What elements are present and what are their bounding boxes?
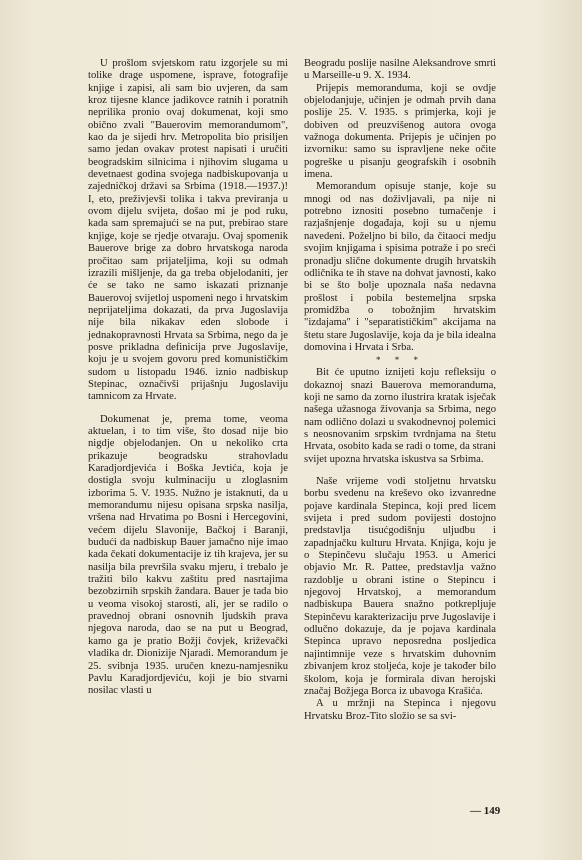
paragraph: A u mržnji na Stepinca i njegovu Hrvatsku Broz-Tito složio se sa svi-: [304, 698, 496, 722]
paragraph: Prijepis memoranduma, koji se ovdje objelodanjuje, učinjen je odmah prvih dana poslije 25. V. 1935. s primjerka, koji je dobiven od preuzvišenog autora ovoga važnoga dokumenta. Prijepis je učinjen po izvorniku: samo su ispravljene neke očite pogreške u pisanju geografskih i osobnih imena.: [304, 82, 496, 181]
paragraph: Beogradu poslije nasilne Aleksandrove smrti u Marseille-u 9. X. 1934.: [304, 58, 496, 82]
paragraph: Naše vrijeme vodi stoljetnu hrvatsku borbu svedenu na kreševo oko izvanredne pojave kardinala Stepinca, koji pred licem svijeta i pred sudom povijesti dostojno predstavlja tisućgodišnju uljudbu i zapadnjačku kulturu Hrvata. Knjiga, koju je o Stepinčevu slučaju 1953. u Americi objavio Mr. R. Pattee, predstavlja važno razdoblje u obrani istine o Stepincu i njegovoj Hrvatskoj, a memorandum nadbiskupa Bauera snažno potkrepljuje Stepinčevu karakterizaciju prve Jugoslavije i odlučno dokazuje, da je pojava kardinala Stepinca upravo neposredna posljedica najintimnije veze s hrvatskim duhovnim zbivanjem kroz stoljeća, koje je također bilo školom, koja je formirala divan herojski značaj Božjega Borca iz ubavoga Krašića.: [304, 476, 496, 697]
paragraph: Dokumenat je, prema tome, veoma aktuelan, i to tim više, što dosad nije bio nigdje objelodanjen. On u nekoliko crta prikazuje beogradsku strahovladu Karadjordjevića i Boška Jevtića, koja je dostigla svoju kulminaciju u zloglasnim izborima 5. V. 1935. Nužno je istaknuti, da u memorandumu nijesu opisana srpska nasilja, vršena nad Hrvatima po Bosni i Hercegovini, većem dijelu Slavonije, Bačkoj i Baranji, budući da nadbiskup Bauer jamačno nije imao kada čekati dokumentacije iz tih krajeva, jer su nasilja bila prevršila svaku mjeru, i trebalo je tražiti bilo kakvu zaštitu pred nasrtajima bezobzirnih srpskih žandara. Bauer je tada bio u veoma visokoj starosti, ali, jer se radilo o pravednoj obrani osnovnih ljudskih prava njegova naroda, dao se na put u Beograd, kamo ga je pratio Božji čovjek, križevački vladika dr. Dionizije Njaradi. Memorandum je 25. svibnja 1935. uručen knezu-namjesniku Pavlu Karadjordjeviću, koji je bio stvarni nosilac vlasti u: [88, 413, 288, 697]
right-column: [304, 58, 496, 723]
page-number: — 149: [470, 805, 501, 817]
paragraph: Bit će uputno iznijeti koju refleksiju o dokaznoj snazi Bauerova memoranduma, koji ne samo da zorno ilustrira kratak isječak našega užasnoga živovanja sa Srbima, nego nam odlično dolazi u svakodnevnoj polemici s neosnovanim srpskim tvrdnjama na štetu Hrvata, osobito kada se radi o tome, da strani svijet upozna hrvatska iskustva sa Srbima.: [304, 367, 496, 465]
left-column: [88, 58, 288, 698]
paragraph: U prošlom svjetskom ratu izgorjele su mi tolike drage uspomene, isprave, fotografije knjige i zapisi, ali sam bio uvjeren, da sam kroz tijesne klance jadikovce ratnih i poratnih neprilika pronio ovaj dokumenat, koji smo obično zvali "Bauerovim memorandumom", kao da je sijedi hrv. Metropolita bio prisiljen samo jedan ovakav protest napisati i uručiti beogradskim silnicima i njihovim slugama u devetnaest godina svojega nadbiskupovanja u zajedničkoj državi sa Srbima (1918.—1937.)! I, eto, preživjevši tolika i takva previranja u ovom dijelu svijeta, došao mi je pod ruku, kada sam spremajući se na put, prebirao stare knjige, koje se rjedje otvaraju. Ovaj spomenik Bauerove brige za dobro hrvatskoga naroda pročitao sam prijateljima, koji su odmah izrazili mišljenje, da ga treba objelodaniti, jer će se tako ne samo iskazati priznanje Bauerovoj svijetloj uspomeni nego i hrvatskim neprijateljima dokazati, da prva Jugoslavija nije bila nikakav eden slobode i jednakopravnosti Hrvata sa Srbima, nego da je posve prikladna definicija prve Jugoslavije, koju je u svojem govoru pred komunističkim sudom u listopadu 1946. iznio nadbiskup Stepinac, označivši prijašnju Jugoslaviju tamnicom za Hrvate.: [88, 58, 288, 403]
paragraph: Memorandum opisuje stanje, koje su mnogi od nas doživljavali, pa nije ni potrebno iznositi posebno tumačenje i razjašnjenje događaja, koji su u njemu navedeni. Poželjno bi bilo, da čitaoci medju svojim knjigama i spisima potraže i po sreći pronadju slične dokumente drugih hrvatskih odličnika te ih stave na dohvat javnosti, kako bi se što bolje upoznala naša nedavna prošlost i pobila bestemeljna srpska promidžba o tobožnjim hrvatskim "izdajama" i "separatističkim" akcijama na štetu stare Jugoslavije, koja da je bila idealna domovina i Hrvata i Srba.: [304, 181, 496, 353]
section-separator: * * *: [376, 355, 424, 366]
